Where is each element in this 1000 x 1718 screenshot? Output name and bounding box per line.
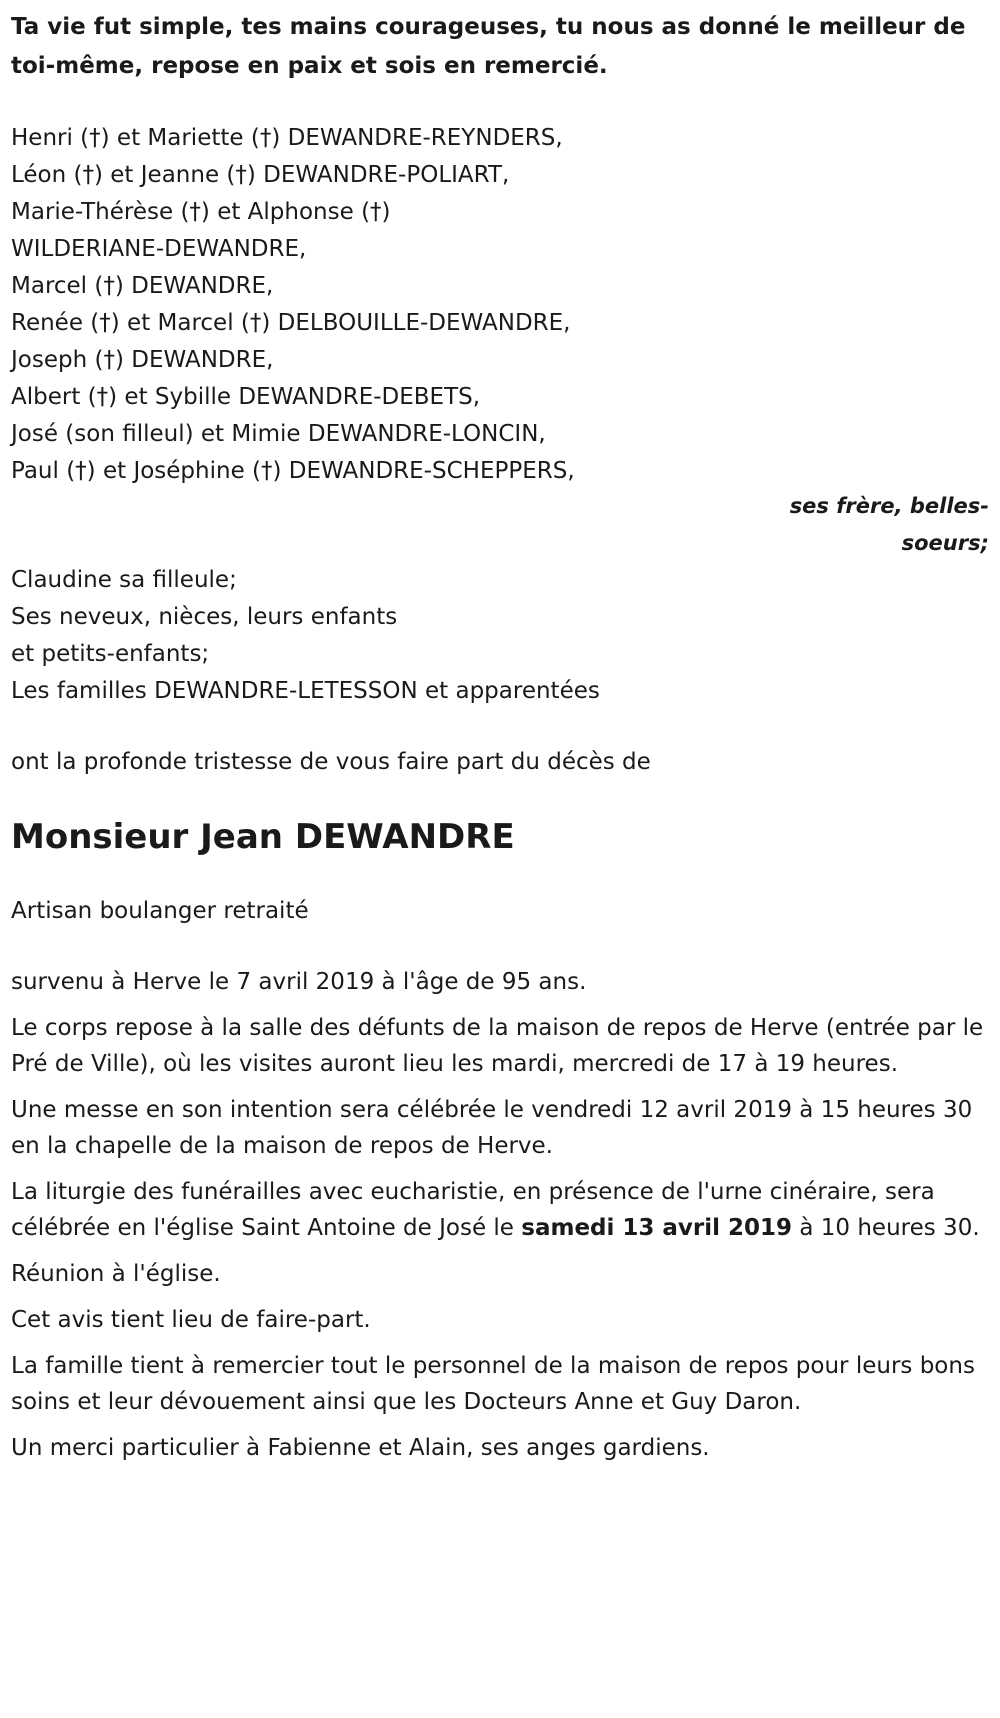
sibling-line: Henri (†) et Mariette (†) DEWANDRE-REYNDERS, — [11, 125, 563, 151]
funeral-text-end: à 10 heures 30. — [792, 1215, 980, 1241]
family-line: et petits-enfants; — [11, 641, 210, 667]
sibling-line: Albert (†) et Sybille DEWANDRE-DEBETS, — [11, 384, 481, 410]
mass-details: Une messe en son intention sera célébrée le vendredi 12 avril 2019 à 15 heures 30 en la chapelle de la maison de repos de Herve. — [11, 1097, 973, 1159]
sibling-line: WILDERIANE-DEWANDRE, — [11, 236, 307, 262]
deceased-name: Monsieur Jean DEWANDRE — [11, 817, 515, 857]
sibling-line: Paul (†) et Joséphine (†) DEWANDRE-SCHEPPERS, — [11, 458, 575, 484]
viewing-details: Le corps repose à la salle des défunts de la maison de repos de Herve (entrée par le Pré de Ville), où les visites auront lieu les mardi, mercredi de 17 à 19 heures. — [11, 1015, 984, 1077]
sibling-line: Renée (†) et Marcel (†) DELBOUILLE-DEWANDRE, — [11, 310, 571, 336]
sibling-list — [11, 120, 989, 490]
family-line: Ses neveux, nièces, leurs enfants — [11, 604, 398, 630]
funeral-date: samedi 13 avril 2019 — [521, 1215, 793, 1241]
profession: Artisan boulanger retraité — [11, 898, 309, 924]
funeral-details — [11, 1174, 989, 1246]
relation-label: ses frère, belles-soeurs; — [789, 494, 989, 555]
thanks-personal: Un merci particulier à Fabienne et Alain, ses anges gardiens. — [11, 1435, 710, 1461]
family-list — [11, 562, 989, 710]
death-details: survenu à Herve le 7 avril 2019 à l'âge de 95 ans. — [11, 969, 587, 995]
announcement-intro: ont la profonde tristesse de vous faire part du décès de — [11, 749, 651, 775]
epigraph: Ta vie fut simple, tes mains courageuses, tu nous as donné le meilleur de toi-même, repose en paix et sois en remercié. — [11, 14, 966, 79]
sibling-line: José (son filleul) et Mimie DEWANDRE-LONCIN, — [11, 421, 546, 447]
notice-statement: Cet avis tient lieu de faire-part. — [11, 1307, 371, 1333]
family-line: Claudine sa filleule; — [11, 567, 237, 593]
sibling-line: Léon (†) et Jeanne (†) DEWANDRE-POLIART, — [11, 162, 510, 188]
thanks-staff: La famille tient à remercier tout le personnel de la maison de repos pour leurs bons soins et leur dévouement ainsi que les Docteurs Anne et Guy Daron. — [11, 1353, 975, 1415]
sibling-line: Joseph (†) DEWANDRE, — [11, 347, 274, 373]
sibling-line: Marie-Thérèse (†) et Alphonse (†) — [11, 199, 391, 225]
funeral-text-start: La liturgie des funérailles avec eucharistie, en présence de l'urne cinéraire, sera célébrée en l'église Saint Antoine de José le — [11, 1179, 935, 1241]
meeting-point: Réunion à l'église. — [11, 1261, 221, 1287]
sibling-line: Marcel (†) DEWANDRE, — [11, 273, 274, 299]
family-line: Les familles DEWANDRE-LETESSON et apparentées — [11, 678, 600, 704]
